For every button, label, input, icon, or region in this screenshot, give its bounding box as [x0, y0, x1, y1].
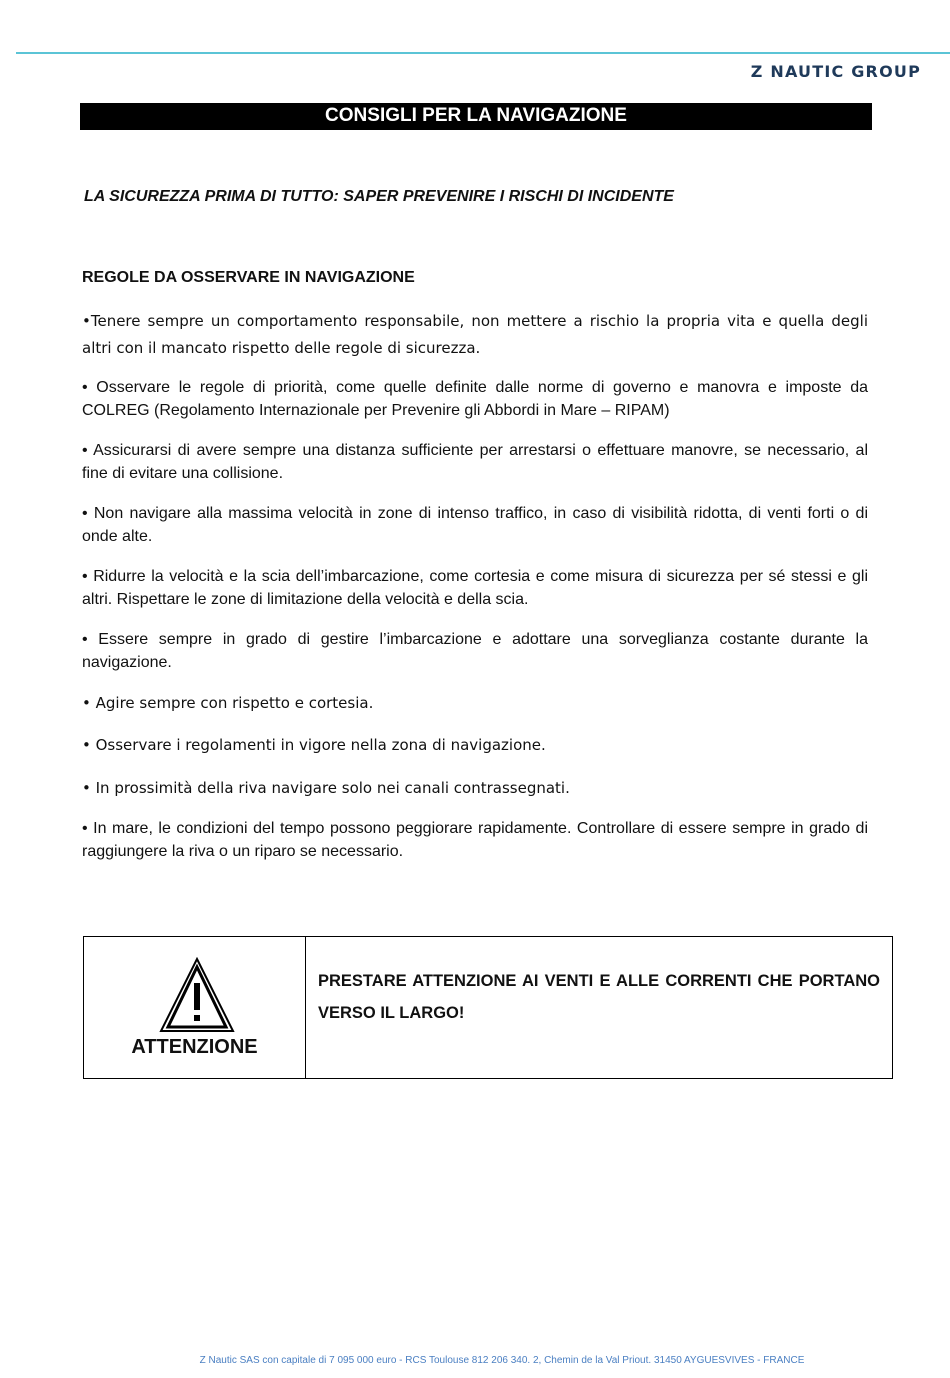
warning-box	[83, 936, 893, 1079]
page-footer: Z Nautic SAS con capitale di 7 095 000 euro - RCS Toulouse 812 206 340. 2, Chemin de la Val Priout. 31450 AYGUESVIVES - FRANCE	[199, 1355, 805, 1366]
rule-item: • Assicurarsi di avere sempre una distanza sufficiente per arrestarsi o effettuare manovre, se necessario, al fine di evitare una collisione.	[82, 442, 868, 482]
brand-logo-text: Z NAUTIC GROUP	[750, 62, 921, 81]
rule-item: • Agire sempre con rispetto e cortesia.	[82, 694, 374, 712]
rule-item: • In prossimità della riva navigare solo nei canali contrassegnati.	[82, 779, 570, 797]
rule-item: •Tenere sempre un comportamento responsabile, non mettere a rischio la propria vita e quella degli altri con il mancato rispetto delle regole di sicurezza.	[82, 312, 868, 357]
warning-message-cell	[306, 937, 892, 1078]
page-title: CONSIGLI PER LA NAVIGAZIONE	[80, 103, 872, 130]
warning-text: PRESTARE ATTENZIONE AI VENTI E ALLE CORRENTI CHE PORTANO VERSO IL LARGO!	[318, 972, 880, 1022]
rules-list	[82, 308, 868, 863]
page-subtitle: LA SICUREZZA PRIMA DI TUTTO: SAPER PREVENIRE I RISCHI DI INCIDENTE	[84, 188, 674, 205]
warning-triangle-icon	[159, 957, 235, 1038]
rule-item: • Osservare i regolamenti in vigore nella zona di navigazione.	[82, 736, 546, 754]
rule-item: • Osservare le regole di priorità, come quelle definite dalle norme di governo e manovra e imposte da COLREG (Regolamento Internazionale per Prevenire gli Abbordi in Mare – RIPAM)	[82, 379, 868, 419]
warning-label: ATTENZIONE	[131, 1036, 258, 1058]
rule-item: • Ridurre la velocità e la scia dell’imbarcazione, come cortesia e come misura di sicurezza per sé stessi e gli altri. Rispettare le zone di limitazione della velocità e della scia.	[82, 568, 868, 608]
rule-item: • In mare, le condizioni del tempo possono peggiorare rapidamente. Controllare di essere sempre in grado di raggiungere la riva o un riparo se necessario.	[82, 820, 868, 860]
header-rule	[16, 52, 950, 54]
rule-item: • Essere sempre in grado di gestire l’imbarcazione e adottare una sorveglianza costante durante la navigazione.	[82, 631, 868, 671]
section-heading: REGOLE DA OSSERVARE IN NAVIGAZIONE	[82, 269, 415, 286]
rule-item: • Non navigare alla massima velocità in zone di intenso traffico, in caso di visibilità ridotta, di venti forti o di onde alte.	[82, 505, 868, 545]
warning-icon-cell	[84, 937, 306, 1078]
